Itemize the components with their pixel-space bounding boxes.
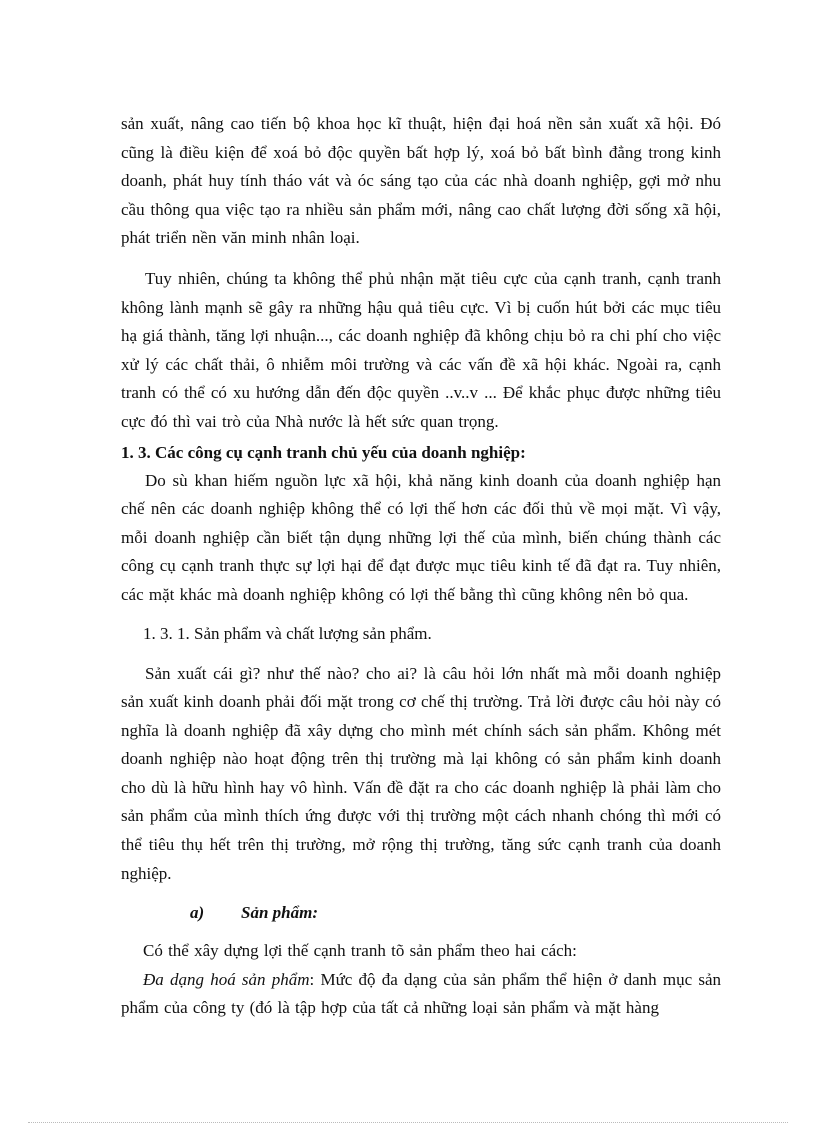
paragraph-product-policy: Sản xuất cái gì? như thế nào? cho ai? là câu hỏi lớn nhất mà mỗi doanh nghiệp sản xuất kinh doanh phải đối mặt trong cơ chế thị trường. Trả lời được câu hỏi này có nghĩa là doanh nghiệp đã xây dựng cho mình mét chính sách sản phẩm. Không mét doanh nghiệp nào hoạt động trên thị trường mà lại không có sản phẩm kinh doanh cho dù là hữu hình hay vô hình. Vấn đề đặt ra cho các doanh nghiệp là phải làm cho sản phẩm của mình thích ứng được với thị trường một cách nhanh chóng thì mới có thể tiêu thụ hết trên thị trường, mở rộng thị trường, tăng sức cạnh tranh của doanh nghiệp.	[121, 663, 721, 883]
page-body	[121, 110, 721, 1023]
section-heading-1-3-1: 1. 3. 1. Sản phẩm và chất lượng sản phẩm.	[143, 623, 432, 643]
paragraph-competitive-tools: Do sù khan hiếm nguồn lực xã hội, khả năng kinh doanh của doanh nghiệp hạn chế nên các doanh nghiệp không thể có lợi thế hơn các đối thủ về mọi mặt. Vì vậy, mỗi doanh nghiệp cần biết tận dụng những lợi thế của mình, biến chúng thành các công cụ cạnh tranh thực sự lợi hại để đạt được mục tiêu kinh tế đã đạt ra. Tuy nhiên, các mặt khác mà doanh nghiệp không có lợi thế bằng thì cũng không nên bỏ qua.	[121, 470, 721, 604]
diversification-term: Đa dạng hoá sản phẩm	[143, 969, 310, 989]
paragraph-two-ways: Có thể xây dựng lợi thế cạnh tranh tõ sản phẩm theo hai cách:	[143, 941, 577, 961]
paragraph-diversification	[121, 966, 721, 1023]
subsection-a-letter: a)	[190, 903, 205, 923]
paragraph-competition-benefits: sản xuất, nâng cao tiến bộ khoa học kĩ thuật, hiện đại hoá nền sản xuất xã hội. Đó cũng là điều kiện để xoá bỏ độc quyền bất hợp lý, xoá bỏ bất bình đẳng trong kinh doanh, phát huy tính tháo vát và óc sáng tạo của các nhà doanh nghiệp, gợi mở nhu cầu thông qua việc tạo ra nhiều sản phẩm mới, nâng cao chất lượng đời sống xã hội, phát triển nền văn minh nhân loại.	[121, 114, 721, 248]
paragraph-competition-negatives: Tuy nhiên, chúng ta không thể phủ nhận mặt tiêu cực của cạnh tranh, cạnh tranh không lành mạnh sẽ gây ra những hậu quả tiêu cực. Vì bị cuốn hút bởi các mục tiêu hạ giá thành, tăng lợi nhuận..., các doanh nghiệp đã không chịu bỏ ra chi phí cho việc xử lý các chất thải, ô nhiễm môi trường và các vấn đề xã hội khác. Ngoài ra, cạnh tranh có thể có xu hướng dẫn đến độc quyền ..v..v ... Để khắc phục được những tiêu cực đó thì vai trò của Nhà nước là hết sức quan trọng.	[121, 268, 721, 431]
section-heading-1-3: 1. 3. Các công cụ cạnh tranh chủ yếu của doanh nghiệp:	[121, 442, 526, 462]
diversification-text: : Mức độ đa dạng của sản phẩm thể hiện ở danh mục sản phẩm của công ty (đó là tập hợp của tất cả những loại sản phẩm và mặt hàng	[121, 969, 722, 1018]
subsection-a-title: Sản phẩm:	[241, 903, 318, 923]
subsection-a-heading	[121, 898, 721, 928]
